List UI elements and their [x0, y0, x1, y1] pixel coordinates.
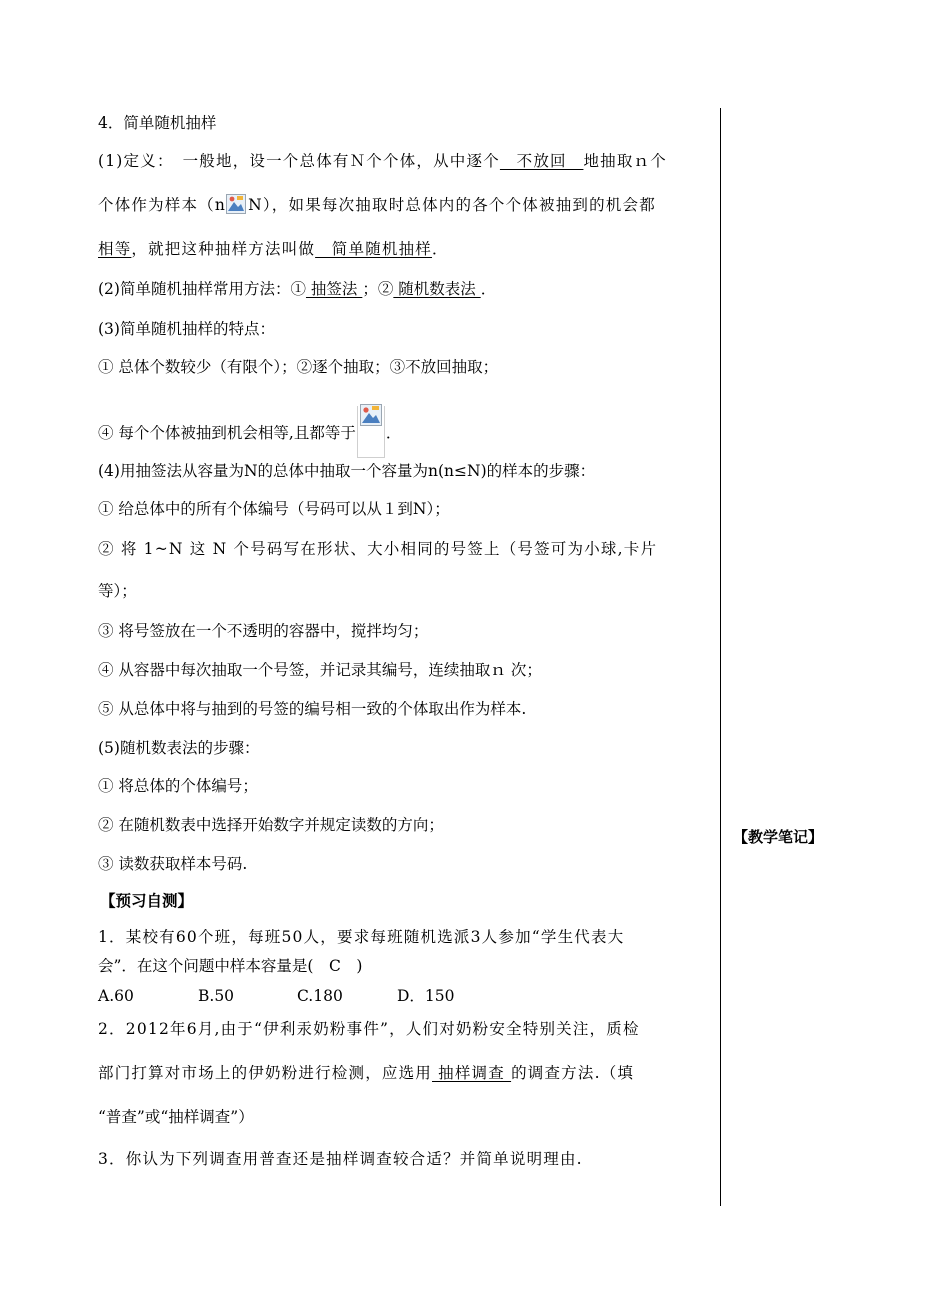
definition-text: ．: [432, 240, 449, 258]
question-3: 3．你认为下列调查用普查还是抽样调查较合适？并简单说明理由.: [98, 1150, 583, 1168]
random-step-2: ② 在随机数表中选择开始数字并规定读数的方向；: [98, 816, 444, 834]
methods-line: [98, 278, 496, 300]
features-title: (3)简单随机抽样的特点：: [98, 320, 275, 338]
section-heading: 4．简单随机抽样: [98, 114, 217, 132]
lottery-step-4: ④ 从容器中每次抽取一个号签，并记录其编号，连续抽取ｎ 次；: [98, 661, 542, 679]
lottery-step-2: ② 将 1~N 这 N 个号码写在形状、大小相同的号签上（号签可为小球,卡片: [98, 540, 658, 558]
question-1-line-1: 1．某校有60个班，每班50人，要求每班随机选派3人参加“学生代表大: [98, 928, 625, 946]
image-placeholder-icon: [226, 194, 248, 214]
answer-blank-srs: 简单随机抽样: [315, 240, 433, 258]
question-2-line-1: 2．2012年6月,由于“伊利汞奶粉事件”，人们对奶粉安全特别关注，质检: [98, 1020, 640, 1038]
features-item-2: [98, 406, 401, 458]
definition-line-1: [98, 150, 667, 172]
lottery-step-5: ⑤ 从总体中将与抽到的号签的编号相一致的个体取出作为样本.: [98, 700, 527, 718]
random-title: (5)随机数表法的步骤：: [98, 739, 260, 757]
option-a: A.60: [98, 987, 134, 1005]
teaching-notes-label: 【教学笔记】: [733, 828, 824, 846]
random-step-1: ① 将总体的个体编号；: [98, 777, 258, 795]
features-item-1: ① 总体个数较少（有限个）；②逐个抽取；③不放回抽取；: [98, 358, 499, 376]
answer-blank-sampling: 抽样调查: [432, 1064, 512, 1082]
option-b: B.50: [198, 987, 235, 1005]
question-1-line-2: 会”．在这个问题中样本容量是( C ): [98, 957, 363, 975]
definition-line-3: [98, 238, 449, 260]
question-1-options: [98, 985, 455, 1007]
definition-text: 地抽取ｎ个: [583, 152, 667, 170]
methods-text: ；②: [362, 280, 394, 298]
answer-blank-random-table: 随机数表法: [393, 280, 481, 298]
methods-text: ．: [480, 280, 497, 298]
image-placeholder-icon: [357, 406, 385, 458]
answer-blank-lottery: 抽签法: [305, 280, 363, 298]
definition-text: N），如果每次抽取时总体内的各个个体被抽到的机会都: [248, 196, 656, 214]
preview-section-title: 【预习自测】: [100, 892, 194, 910]
question-2-text: 的调查方法.（填: [511, 1064, 635, 1082]
definition-text: 个体作为样本（n: [98, 196, 227, 214]
answer-blank-equal: 相等: [98, 240, 132, 258]
lottery-title: (4)用抽签法从容量为N的总体中抽取一个容量为n(n≤N)的样本的步骤：: [98, 462, 596, 480]
lottery-step-3: ③ 将号签放在一个不透明的容器中，搅拌均匀；: [98, 622, 429, 640]
question-2-text: 部门打算对市场上的伊奶粉进行检测，应选用: [98, 1064, 433, 1082]
definition-line-2: [98, 194, 656, 216]
option-c: C.180: [297, 987, 343, 1005]
question-2-line-2: [98, 1062, 634, 1084]
option-d: D．150: [397, 987, 455, 1005]
features-text: ．: [385, 424, 402, 442]
definition-text: (1)定义： 一般地，设一个总体有Ｎ个个体，从中逐个: [98, 152, 500, 170]
column-divider: [720, 108, 721, 1206]
lottery-step-1: ① 给总体中的所有个体编号（号码可以从１到N）；: [98, 500, 450, 518]
lottery-step-2-cont: 等）；: [98, 582, 137, 600]
random-step-3: ③ 读数获取样本号码.: [98, 855, 248, 873]
answer-blank-no-replacement: 不放回: [499, 152, 584, 170]
features-text: ④ 每个个体被抽到机会相等,且都等于: [98, 424, 356, 442]
question-2-line-3: “普查”或“抽样调查”）: [98, 1108, 254, 1126]
methods-text: (2)简单随机抽样常用方法：①: [98, 280, 306, 298]
definition-text: ，就把这种抽样方法叫做: [131, 240, 316, 258]
